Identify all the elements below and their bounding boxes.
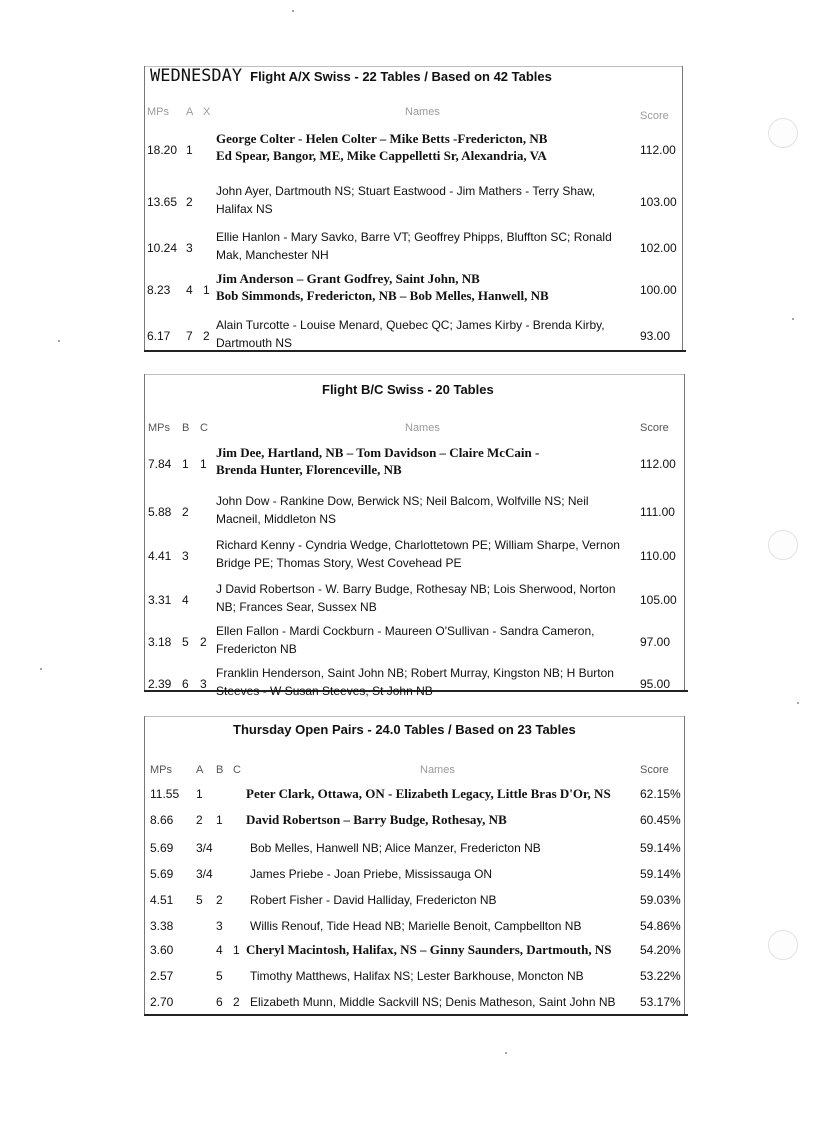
header-names: Names	[405, 106, 440, 118]
row-mps: 4.51	[150, 893, 174, 907]
row-score: 53.17%	[640, 995, 681, 1009]
row-mps: 4.41	[148, 549, 172, 563]
header-names: Names	[405, 422, 440, 434]
row-mps: 5.69	[150, 841, 174, 855]
row-score: 54.20%	[640, 943, 681, 957]
row-col-b: 2	[203, 329, 210, 343]
row-score: 59.14%	[640, 867, 681, 881]
row-mps: 7.84	[148, 457, 172, 471]
row-col-a: 4	[182, 593, 189, 607]
section-right-border	[682, 66, 683, 350]
row-col-a: 1	[186, 143, 193, 157]
binder-hole-3	[768, 930, 798, 960]
section-bottom-rule	[144, 1014, 688, 1016]
row-names: Richard Kenny - Cyndria Wedge, Charlottetown PE; William Sharpe, Vernon Bridge PE; Thomas Story, West Covehead PE	[216, 538, 620, 570]
row-col-a: 5	[196, 893, 203, 907]
row-mps: 8.66	[150, 813, 174, 827]
row-col-b: 4	[216, 943, 223, 957]
row-score: 100.00	[640, 283, 677, 297]
header-names: Names	[420, 764, 455, 776]
binder-hole-1	[768, 118, 798, 148]
row-col-b: 3	[216, 919, 223, 933]
header-score: Score	[640, 764, 669, 776]
row-score: 59.03%	[640, 893, 681, 907]
row-mps: 3.60	[150, 943, 174, 957]
header-col-a: A	[186, 106, 194, 118]
section-left-border	[144, 716, 145, 1014]
row-col-b: 1	[203, 283, 210, 297]
row-score: 110.00	[640, 549, 676, 563]
binder-hole-2	[768, 530, 798, 560]
row-col-a: 1	[196, 787, 203, 801]
row-score: 95.00	[640, 677, 671, 691]
section-left-border	[144, 66, 145, 350]
row-score: 53.22%	[640, 969, 681, 983]
row-names: Ellie Hanlon - Mary Savko, Barre VT; Geoffrey Phipps, Bluffton SC; Ronald Mak, Manchester NH	[216, 230, 612, 262]
row-score: 105.00	[640, 593, 677, 607]
row-col-a: 5	[182, 635, 189, 649]
row-names: Bob Melles, Hanwell NB; Alice Manzer, Fredericton NB	[250, 841, 541, 855]
row-score: 60.45%	[640, 813, 681, 827]
header-mps: MPs	[150, 764, 172, 776]
scan-speck	[797, 702, 799, 704]
row-names: Timothy Matthews, Halifax NS; Lester Barkhouse, Moncton NB	[250, 969, 584, 983]
section-right-border	[684, 716, 685, 1014]
row-col-a: 6	[182, 677, 189, 691]
row-col-a: 3/4	[196, 841, 213, 855]
row-mps: 2.39	[148, 677, 172, 691]
scan-speck	[58, 340, 60, 342]
row-mps: 8.23	[147, 283, 171, 297]
row-names: Alain Turcotte - Louise Menard, Quebec QC; James Kirby - Brenda Kirby, Dartmouth NS	[216, 318, 605, 350]
row-col-c: 1	[233, 943, 240, 957]
row-mps: 2.57	[150, 969, 174, 983]
row-score: 97.00	[640, 635, 671, 649]
section-title-text: Thursday Open Pairs - 24.0 Tables / Based on 23 Tables	[233, 722, 576, 737]
section-top-rule	[144, 374, 684, 375]
scan-speck	[792, 318, 794, 320]
row-col-a: 3	[182, 549, 189, 563]
section-title-text: Flight A/X Swiss - 22 Tables / Based on 42 Tables	[250, 69, 552, 84]
row-mps: 5.69	[150, 867, 174, 881]
row-names: George Colter - Helen Colter – Mike Betts -Fredericton, NB Ed Spear, Bangor, ME, Mike Cappelletti Sr, Alexandria, VA	[216, 131, 548, 163]
header-col-a: B	[182, 422, 190, 434]
row-mps: 3.38	[150, 919, 174, 933]
row-names: Peter Clark, Ottawa, ON - Elizabeth Legacy, Little Bras D'Or, NS	[246, 786, 611, 801]
section-left-border	[144, 374, 145, 690]
row-col-b: 3	[200, 677, 207, 691]
section-title	[150, 66, 552, 86]
row-mps: 11.55	[150, 787, 180, 801]
row-names: Elizabeth Munn, Middle Sackvill NS; Denis Matheson, Saint John NB	[250, 995, 616, 1009]
row-mps: 3.31	[148, 593, 172, 607]
row-score: 103.00	[640, 195, 677, 209]
scan-speck	[292, 10, 294, 12]
row-names: Franklin Henderson, Saint John NB; Robert Murray, Kingston NB; H Burton Steeves - W Susan Steeves, St John NB	[216, 666, 614, 698]
row-col-a: 2	[186, 195, 193, 209]
row-mps: 3.18	[148, 635, 172, 649]
row-mps: 5.88	[148, 505, 172, 519]
header-col-a: A	[196, 764, 204, 776]
section-title-text: Flight B/C Swiss - 20 Tables	[322, 382, 494, 397]
header-col-c: C	[233, 764, 241, 776]
row-col-a: 3	[186, 241, 193, 255]
row-names: Willis Renouf, Tide Head NB; Marielle Benoit, Campbellton NB	[250, 919, 582, 933]
row-names: Ellen Fallon - Mardi Cockburn - Maureen O'Sullivan - Sandra Cameron, Fredericton NB	[216, 624, 595, 656]
header-mps: MPs	[147, 106, 169, 118]
row-names: John Ayer, Dartmouth NS; Stuart Eastwood - Jim Mathers - Terry Shaw, Halifax NS	[216, 184, 596, 216]
row-score: 112.00	[640, 143, 676, 157]
row-names: James Priebe - Joan Priebe, Mississauga ON	[250, 867, 493, 881]
row-col-c: 2	[233, 995, 240, 1009]
row-col-a: 3/4	[196, 867, 213, 881]
header-col-b: B	[216, 764, 224, 776]
row-mps: 13.65	[147, 195, 178, 209]
row-names: Jim Dee, Hartland, NB – Tom Davidson – Claire McCain - Brenda Hunter, Florenceville, NB	[216, 445, 540, 477]
section-title	[322, 382, 494, 397]
header-col-b: C	[200, 422, 208, 434]
header-mps: MPs	[148, 422, 170, 434]
row-score: 112.00	[640, 457, 676, 471]
row-col-b: 5	[216, 969, 223, 983]
header-col-b: X	[203, 106, 211, 118]
row-col-b: 2	[216, 893, 223, 907]
scan-speck	[505, 1052, 507, 1054]
row-score: 54.86%	[640, 919, 681, 933]
row-col-a: 4	[186, 283, 193, 297]
header-score: Score	[640, 422, 669, 434]
row-col-b: 1	[216, 813, 223, 827]
row-mps: 2.70	[150, 995, 174, 1009]
row-names: Jim Anderson – Grant Godfrey, Saint John, NB Bob Simmonds, Fredericton, NB – Bob Melles, Hanwell, NB	[216, 271, 549, 303]
row-mps: 18.20	[147, 143, 178, 157]
section-right-border	[684, 374, 685, 690]
row-names: Cheryl Macintosh, Halifax, NS – Ginny Saunders, Dartmouth, NS	[246, 942, 612, 957]
row-col-a: 2	[196, 813, 203, 827]
row-score: 111.00	[640, 505, 675, 519]
row-names: David Robertson – Barry Budge, Rothesay, NB	[246, 812, 507, 827]
row-names: John Dow - Rankine Dow, Berwick NS; Neil Balcom, Wolfville NS; Neil Macneil, Middleton NS	[216, 494, 589, 526]
row-names: Robert Fisher - David Halliday, Fredericton NB	[250, 893, 497, 907]
scan-speck	[40, 668, 42, 670]
section-title	[233, 722, 576, 737]
row-names: J David Robertson - W. Barry Budge, Rothesay NB; Lois Sherwood, Norton NB; Frances Sear, Sussex NB	[216, 582, 616, 614]
row-mps: 6.17	[147, 329, 171, 343]
row-col-a: 7	[186, 329, 193, 343]
section-top-rule	[144, 716, 684, 717]
row-col-b: 1	[200, 457, 207, 471]
row-score: 93.00	[640, 329, 671, 343]
row-col-a: 2	[182, 505, 189, 519]
row-col-b: 6	[216, 995, 223, 1009]
row-col-a: 1	[182, 457, 189, 471]
handwritten-day-label: WEDNESDAY	[150, 66, 243, 86]
row-col-b: 2	[200, 635, 207, 649]
row-mps: 10.24	[147, 241, 178, 255]
row-score: 62.15%	[640, 787, 681, 801]
row-score: 59.14%	[640, 841, 681, 855]
row-score: 102.00	[640, 241, 677, 255]
header-score: Score	[640, 110, 669, 122]
